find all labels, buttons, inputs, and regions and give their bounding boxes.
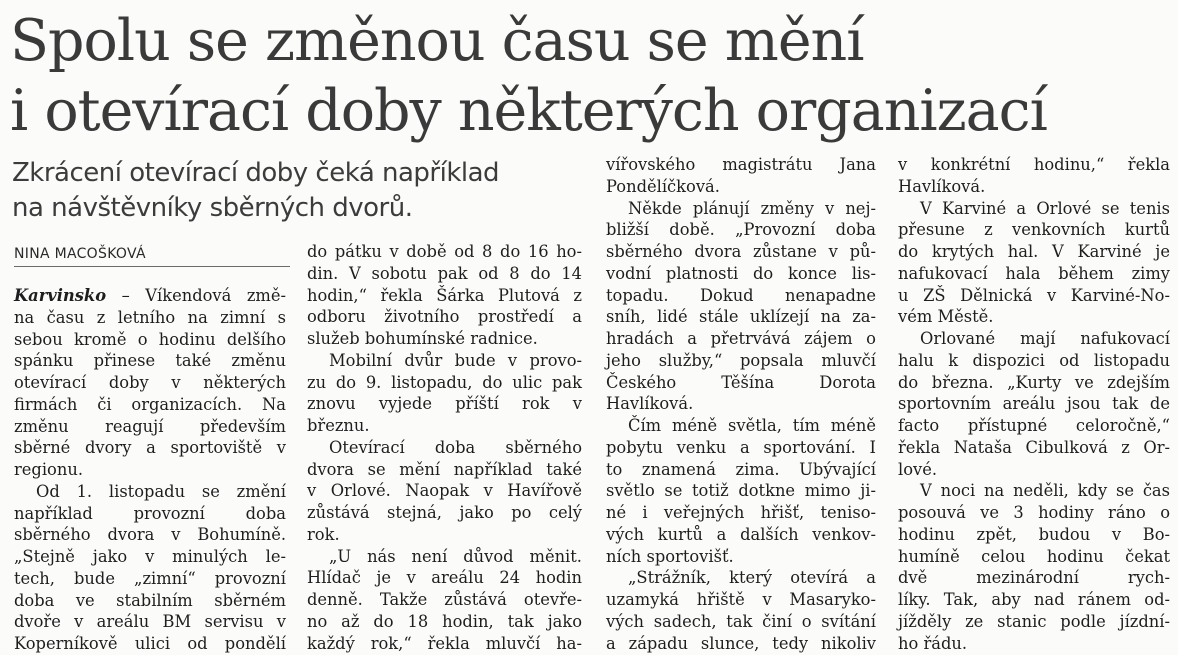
article-line: topadu. Dokud nenapadne — [606, 285, 876, 305]
article-line: služeb bohumínské radnice. — [307, 329, 538, 348]
article-line: Pondělíčková. — [606, 176, 720, 196]
article-line: uzamyká hřiště v Masaryko- — [606, 590, 876, 609]
article-line: to znamená zima. Ubývající — [606, 459, 876, 479]
article-line: né i veřejných hřišť, teniso- — [606, 503, 876, 522]
article-line: Českého Těšína Dorota — [606, 372, 876, 392]
article-line: „U nás není důvod měnit. — [329, 546, 582, 566]
article-line: Orlované mají nafukovací — [920, 329, 1170, 348]
article-line: vých kurtů a dalších venkov- — [606, 524, 876, 544]
article-column-1 — [14, 285, 286, 655]
article-line: spánku přinese také změnu — [14, 351, 286, 371]
article-line: facto přístupné celoročně,“ — [898, 416, 1170, 435]
article-line: V noci na neděli, kdy se čas — [920, 481, 1170, 501]
article-line: sportovním areálu jsou tak de — [898, 394, 1170, 414]
article-line: regionu. — [14, 460, 83, 479]
article-line: rok. — [307, 524, 340, 544]
article-line: každý rok,“ řekla mluvčí ha- — [307, 633, 582, 653]
article-line: vířovského magistrátu Jana — [606, 155, 876, 174]
article-line: Havlíková. — [606, 394, 694, 414]
article-line: na času z letního na zimní s — [14, 307, 286, 327]
article-line: din. V sobotu pak od 8 do 14 — [307, 263, 582, 283]
article-line: Havlíková. — [898, 176, 986, 196]
article-line: a západu slunce, tedy nikoliv — [606, 633, 876, 653]
article-line: jeho služby,“ popsala mluvčí — [606, 350, 876, 370]
article-line: vodní platnosti do konce lis- — [606, 263, 876, 283]
article-line: otevírací doby v některých — [14, 373, 286, 392]
article-line: zůstává stejná, jako po celý — [307, 503, 582, 522]
article-line: ho řádu. — [898, 633, 968, 653]
article-line: bližší době. „Provozní doba — [606, 220, 876, 240]
author-byline: NINA MACOŠKOVÁ — [14, 244, 290, 267]
article-line: sběrného dvora zůstane v pů- — [606, 242, 876, 261]
article-line: v konkrétní hodinu,“ řekla — [898, 155, 1170, 174]
article-line: do pátku v době od 8 do 16 ho- — [307, 242, 582, 261]
article-line: hodinu zpět, budou v Bo- — [898, 524, 1170, 544]
article-line: Koperníkově ulici od pondělí — [14, 634, 286, 653]
article-line: zu do 9. listopadu, do ulic pak — [307, 372, 582, 392]
article-line: Otevírací doba sběrného — [329, 437, 582, 457]
article-line: halu k dispozici od listopadu — [898, 350, 1170, 370]
subheadline-line-2: na návštěvníky sběrných dvorů. — [12, 193, 413, 223]
article-line: Čím méně světla, tím méně — [628, 416, 876, 435]
article-line: březnu. — [307, 416, 370, 435]
article-line: sebou kromě o hodinu delšího — [14, 329, 286, 349]
article-line: přesune z venkovních kurtů — [898, 220, 1170, 240]
headline-line-2: i otevírací doby některých organizací — [10, 78, 1047, 144]
article-line: světlo se totiž dotkne mimo ji- — [606, 481, 876, 501]
article-column-3 — [606, 154, 876, 654]
article-line: odboru životního prostředí a — [307, 307, 582, 327]
article-line: ních sportovišť. — [606, 546, 734, 566]
article-line: doba ve stabilním sběrném — [14, 590, 286, 610]
article-line: denně. Takže zůstává otevře- — [307, 590, 582, 609]
article-line: vém Městě. — [898, 307, 994, 327]
article-line: sběrné dvory a sportoviště v — [14, 438, 286, 458]
article-line: vých sadech, tak činí o svítání — [606, 611, 876, 631]
article-line: firmách či organizacích. Na — [14, 394, 286, 414]
article-line: například provozní doba — [14, 503, 286, 523]
article-line: lové. — [898, 459, 938, 479]
article-line: do března. „Kurty ve zdejším — [898, 372, 1170, 392]
article-line: hradách a přetrvává zájem o — [606, 329, 876, 348]
article-column-2 — [307, 241, 582, 654]
subheadline-line-1: Zkrácení otevírací doby čeká například — [12, 158, 500, 188]
article-line: tech, bude „zimní“ provozní — [14, 568, 286, 588]
headline-line-1: Spolu se změnou času se mění — [10, 8, 864, 74]
article-line: Od 1. listopadu se změní — [36, 481, 286, 501]
article-line: Hlídač je v areálu 24 hodin — [307, 568, 582, 588]
article-line: sběrného dvora v Bohumíně. — [14, 525, 286, 545]
article-line: hodin,“ řekla Šárka Plutová z — [307, 285, 582, 305]
article-line: do krytých hal. V Karviné je — [898, 242, 1170, 261]
article-line: znovu vyjede příští rok v — [307, 394, 582, 414]
article-line: V Karviné a Orlové se tenis — [920, 198, 1170, 218]
article-line: líky. Tak, aby nad ránem od- — [898, 590, 1170, 609]
article-line: no až do 18 hodin, tak jako — [307, 611, 582, 631]
article-line: dvoře v areálu BM servisu v — [14, 612, 286, 632]
article-line: dvě mezinárodní rych- — [898, 568, 1170, 588]
article-line: u ZŠ Dělnická v Karviné-No- — [898, 285, 1170, 305]
article-line: jížděly ze stanic podle jízdní- — [898, 611, 1170, 631]
article-line: změnu reagují především — [14, 416, 286, 436]
headline — [10, 6, 1170, 146]
article-line: „Strážník, který otevírá a — [628, 568, 876, 588]
article-line: pobytu venku a sportování. I — [606, 437, 876, 457]
article-line: Karvinsko – Víkendová změ- — [14, 286, 286, 305]
subheadline — [12, 156, 612, 226]
article-line: humíně celou hodinu čekat — [898, 546, 1170, 566]
article-line: Mobilní dvůr bude v provo- — [329, 350, 582, 370]
article-line: nafukovací hala během zimy — [898, 263, 1170, 283]
article-line: dvora se mění například také — [307, 459, 582, 479]
article-line: „Stejně jako v minulých le- — [14, 547, 286, 566]
article-line: sníh, lidé stále uklízejí na za- — [606, 307, 876, 327]
article-place-name: Karvinsko — [14, 286, 107, 305]
article-column-4 — [898, 154, 1170, 654]
article-line: Někde plánují změny v nej- — [628, 198, 876, 218]
article-line: řekla Nataša Cibulková z Or- — [898, 437, 1170, 457]
article-line: posouvá ve 3 hodiny ráno o — [898, 503, 1170, 522]
article-line: v Orlové. Naopak v Havířově — [307, 481, 582, 501]
